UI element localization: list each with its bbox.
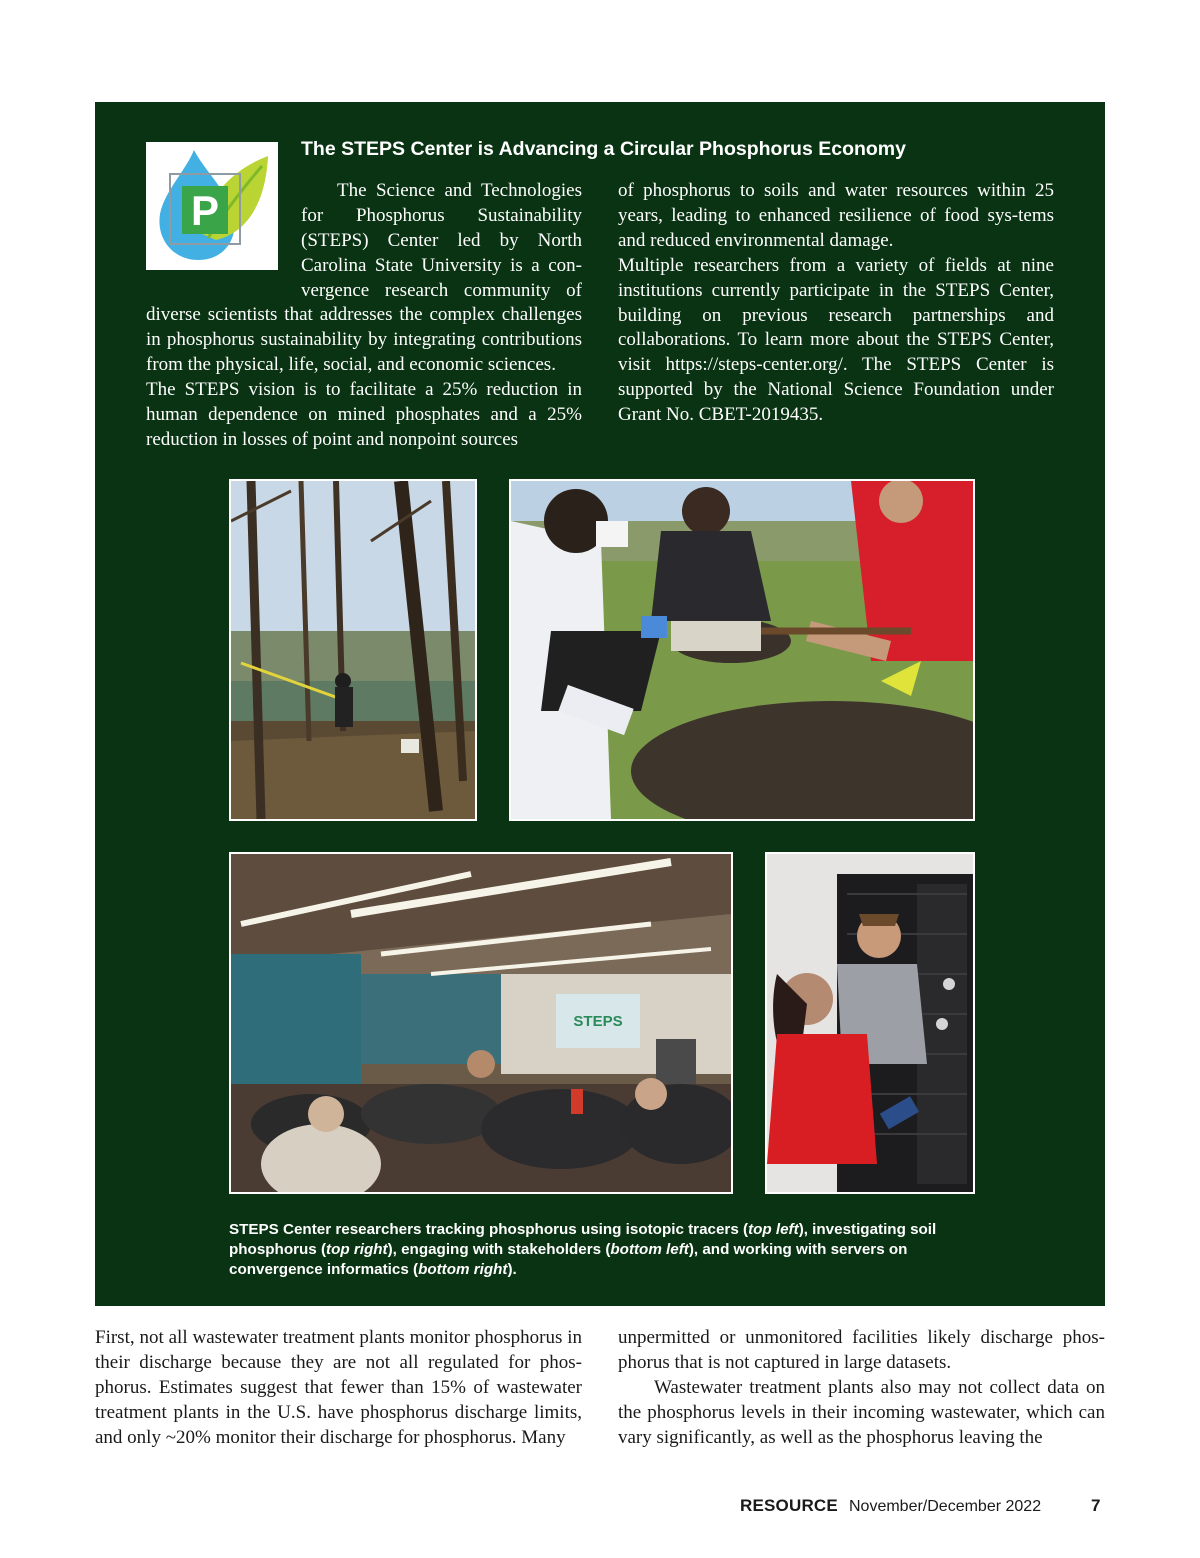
sidebar-right-para2: Multiple researchers from a variety of fields at nine institutions currently participate in the STEPS Center, building on previous research partnerships and collaborations. To learn more about the STEPS Center, visit https://steps-center.org/. The STEPS Center is supported by the National Science Foundation under Grant No. CBET-2019435. xyxy=(618,254,1054,426)
sidebar-left-col xyxy=(146,303,582,452)
body-right-col xyxy=(618,1326,1105,1451)
body-right-para2: Wastewater treatment plants also may not collect data on the phosphorus levels in their incoming wastewater, which can vary significantly, as well as the phosphorus leaving the xyxy=(618,1376,1105,1448)
photo-servers xyxy=(765,852,975,1194)
caption-text-3: ), engaging with stakeholders ( xyxy=(387,1241,611,1258)
sidebar-left-para1: diverse scientists that addresses the complex challenges in phosphorus sustainability by integrating contributions from the physical, life, social, and economic sciences. xyxy=(146,304,582,375)
footer-page-number: 7 xyxy=(1091,1496,1101,1515)
caption-italic-3: bottom left xyxy=(610,1241,689,1258)
caption-text-4: ), and working with servers on convergence informatics ( xyxy=(229,1241,908,1278)
caption-italic-1: top left xyxy=(748,1221,799,1238)
footer-date: November/December 2022 xyxy=(849,1498,1042,1515)
logo-letter: P xyxy=(190,187,220,234)
body-right-para1: unpermitted or unmonitored facilities likely discharge phos-phorus that is not captured in large datasets. xyxy=(618,1327,1105,1373)
wrap-line-2: for Phosphorus Sustainability xyxy=(301,204,582,226)
wrap-line-4: Carolina State University is a con- xyxy=(301,254,582,276)
caption-italic-4: bottom right xyxy=(418,1261,508,1278)
caption-text-5: ). xyxy=(507,1261,517,1278)
sidebar-right-para1: of phosphorus to soils and water resources within 25 years, leading to enhanced resilience of food sys-tems and reduced environmental damage. xyxy=(618,180,1054,251)
photo-caption xyxy=(229,1220,999,1280)
wrap-line-5: vergence research community of xyxy=(301,279,582,301)
sidebar-title: The STEPS Center is Advancing a Circular Phosphorus Economy xyxy=(301,138,906,160)
wrap-line-1: The Science and Technologies xyxy=(337,180,582,201)
caption-text-2: ), investigating soil phosphorus ( xyxy=(229,1221,937,1258)
projector-text: STEPS xyxy=(573,1013,623,1030)
footer-brand: RESOURCE xyxy=(740,1496,838,1515)
sidebar-left-wrap xyxy=(301,179,582,304)
sidebar-left-para2: The STEPS vision is to facilitate a 25% reduction in human dependence on mined phosphates and a 25% reduction in losses of point and nonpoint sources xyxy=(146,378,582,450)
body-left-para: First, not all wastewater treatment plants monitor phosphorus in their discharge because they are not all regulated for phos-phorus. Estimates suggest that fewer than 15% of wastewater treatment plants in the U.S. have phosphorus discharge limits, and only ~20% monitor their discharge for phosphorus. Many xyxy=(95,1327,582,1448)
steps-logo xyxy=(146,142,278,270)
wrap-line-3: (STEPS) Center led by North xyxy=(301,229,582,251)
sidebar-right-col xyxy=(618,179,1054,428)
photo-stakeholders xyxy=(229,852,733,1194)
photo-isotopic-tracers xyxy=(229,479,477,821)
photo-soil-phosphorus xyxy=(509,479,975,821)
caption-italic-2: top right xyxy=(326,1241,388,1258)
caption-text-1: STEPS Center researchers tracking phosphorus using isotopic tracers ( xyxy=(229,1221,749,1238)
body-left-col xyxy=(95,1326,582,1451)
